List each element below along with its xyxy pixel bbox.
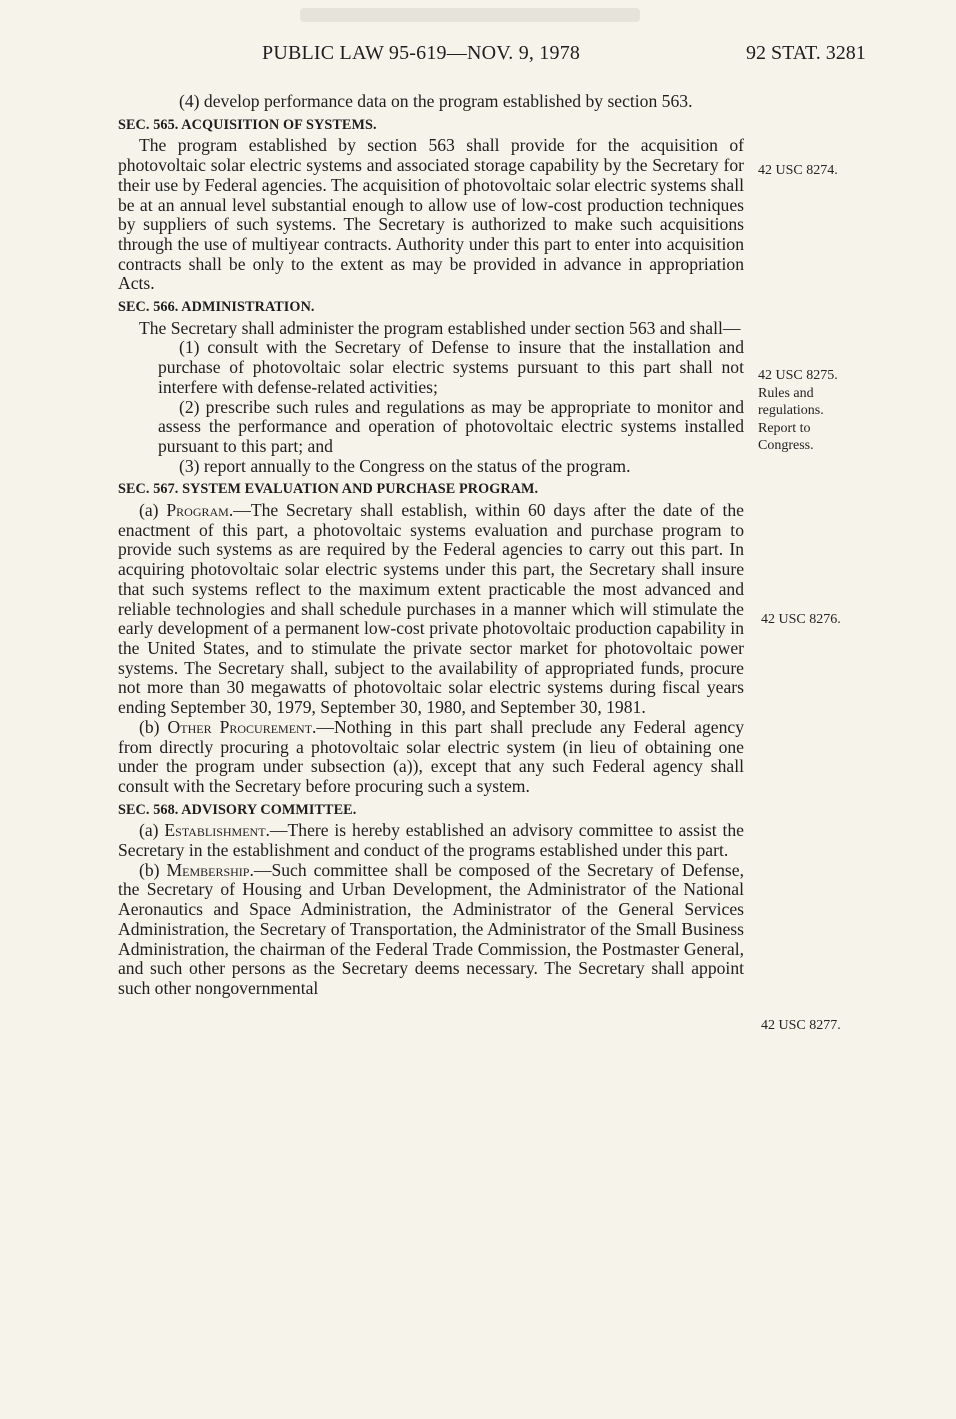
margin-note-report-to: Report to [758, 420, 811, 436]
subsection-b-label: (b) [139, 716, 168, 737]
section-566-heading: SEC. 566. ADMINISTRATION. [118, 299, 315, 316]
running-header-title: PUBLIC LAW 95-619—NOV. 9, 1978 [262, 42, 581, 64]
subsection-a-caption: Establishment [164, 820, 266, 841]
subsection-a-text: .—There is hereby established an advisory committee to assist the Secretary in the establishment and conduct of the programs established under this part. [118, 820, 744, 861]
section-565-body: The program established by section 563 shall provide for the acquisition of photovoltaic solar electric systems and associated storage capability by the Secretary for their use by Federal agencies. The acquisition of photovoltaic solar electric systems shall be at an annual level substantial enough to allow use of low-cost production techniques by suppliers of such systems. The Secretary is authorized to make such acquisitions through the use of multiyear contracts. Authority under this part to enter into acquisition contracts shall be only to the extent as may be provided in advance in appropriation Acts. [118, 135, 744, 294]
section-567-subsection-b [118, 718, 744, 797]
margin-note-rules: Rules and [758, 385, 814, 401]
margin-citation-8276: 42 USC 8276. [761, 612, 841, 627]
section-568-subsection-a [118, 821, 744, 860]
section-565-heading: SEC. 565. ACQUISITION OF SYSTEMS. [118, 116, 377, 133]
subsection-a-caption: Program [166, 500, 229, 521]
item-4-develop-performance-data: (4) develop performance data on the program established by section 563. [179, 91, 693, 111]
bleed-through-shade [300, 8, 640, 22]
section-566-item-2: (2) prescribe such rules and regulations as may be appropriate to monitor and assess the performance and operation of photovoltaic electric systems installed pursuant to this part; and [158, 396, 744, 456]
margin-note-congress: Congress. [758, 438, 814, 453]
subsection-a-label: (a) [139, 820, 165, 841]
subsection-a-text: .—The Secretary shall establish, within 60 days after the date of the enactment of this part, a photovoltaic systems evaluation and purchase program to provide such systems as are required by the Federal agencies to carry out this part. In acquiring photovoltaic solar electric systems under this part, the Secretary shall insure that such systems reflect to the maximum extent practicable the most advanced and reliable technologies and shall schedule purchases in a manner which will stimulate the early development of a permanent low-cost private photovoltaic production capability in the United States, and to stimulate the private sector market for photovoltaic power systems. The Secretary shall, subject to the availability of appropriated funds, procure not more than 30 megawatts of photovoltaic solar electric systems during fiscal years ending September 30, 1979, September 30, 1980, and September 30, 1981. [118, 500, 744, 718]
margin-citation-8275-usc: 42 USC 8275. [758, 368, 838, 383]
statute-page-number: 92 STAT. 3281 [746, 42, 866, 64]
section-566-intro: The Secretary shall administer the program established under section 563 and shall— [139, 317, 741, 338]
subsection-b-text: .—Such committee shall be composed of the Secretary of Defense, the Secretary of Housing and Urban Development, the Administrator of the National Aeronautics and Space Administration, the Administrator of the General Services Administration, the Secretary of Transportation, the Administrator of the Small Business Administration, the chairman of the Federal Trade Commission, the Postmaster General, and such other persons as the Secretary deems necessary. The Secretary shall appoint such other nongovernmental [118, 859, 744, 998]
subsection-b-text: .—Nothing in this part shall preclude any Federal agency from directly procuring a photovoltaic solar electric system (in lieu of obtaining one under the program under subsection (a)), except that any such Federal agency shall consult with the Secretary before procuring such a system. [118, 716, 744, 796]
subsection-b-caption: Other Procurement [167, 716, 313, 737]
section-568-heading: SEC. 568. ADVISORY COMMITTEE. [118, 801, 357, 818]
margin-citation-8277: 42 USC 8277. [761, 1018, 841, 1033]
section-566-item-3: (3) report annually to the Congress on the status of the program. [179, 455, 631, 476]
section-566-item-1: (1) consult with the Secretary of Defense to insure that the installation and purchase of photovoltaic solar electric systems pursuant to this part shall not interfere with defense-related activities; [158, 337, 744, 397]
section-567-heading: SEC. 567. SYSTEM EVALUATION AND PURCHASE PROGRAM. [118, 481, 539, 498]
subsection-b-label: (b) [139, 859, 167, 880]
section-568-subsection-b [118, 861, 744, 999]
margin-note-regulations: regulations. [758, 403, 824, 418]
section-567-subsection-a [118, 501, 744, 718]
body-text [118, 92, 744, 999]
subsection-a-label: (a) [139, 500, 167, 521]
subsection-b-caption: Membership [166, 859, 250, 880]
margin-citation-8274: 42 USC 8274. [758, 163, 838, 178]
margin-citation-8275 [758, 367, 838, 455]
